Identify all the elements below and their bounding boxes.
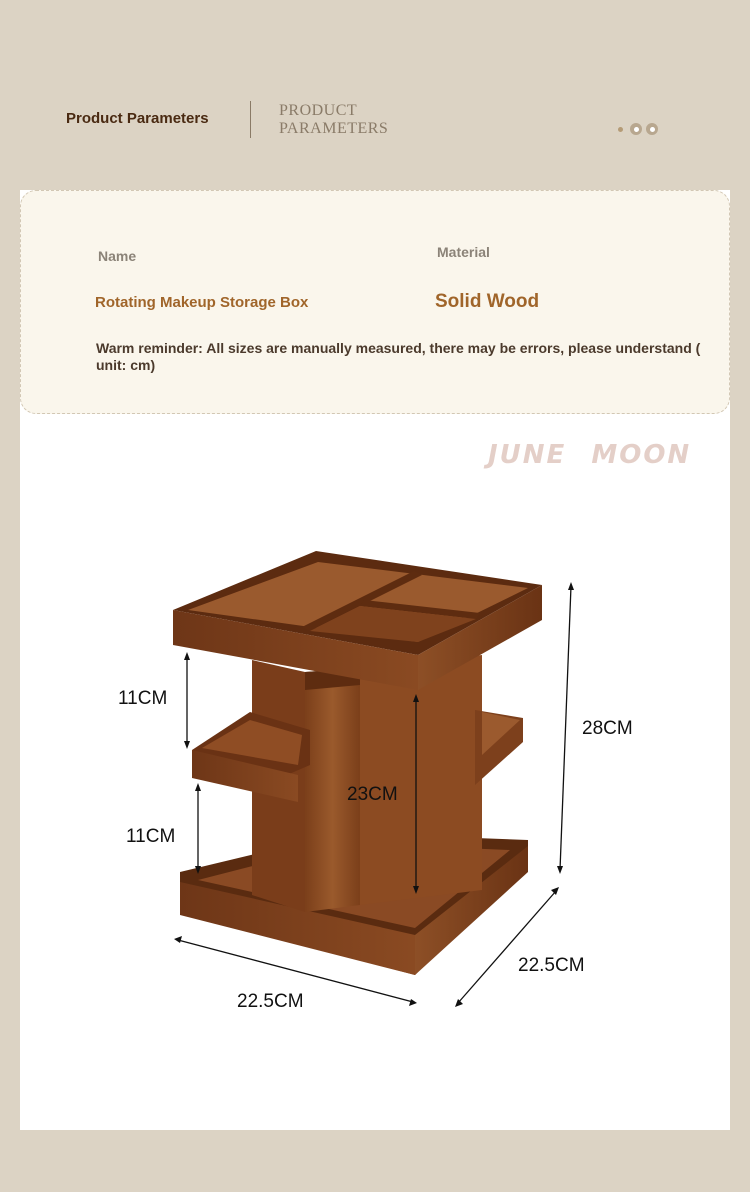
arrow-total-height bbox=[560, 586, 571, 870]
name-value: Rotating Makeup Storage Box bbox=[95, 294, 309, 311]
material-value: Solid Wood bbox=[435, 291, 540, 312]
top-tray bbox=[173, 551, 542, 690]
brand-watermark: JUNE MOON bbox=[488, 440, 692, 470]
material-label: Material bbox=[437, 244, 490, 260]
ring-dot-icon bbox=[630, 123, 642, 135]
decorative-dots bbox=[618, 123, 662, 135]
dimension-inner-height: 23CM bbox=[347, 784, 398, 805]
dimension-depth: 22.5CM bbox=[518, 955, 585, 976]
section-title-english: PRODUCT PARAMETERS bbox=[279, 102, 389, 137]
dimension-shelf-bottom: 11CM bbox=[126, 826, 176, 847]
middle-shelf-right bbox=[475, 710, 523, 785]
dimension-total-height: 28CM bbox=[582, 718, 633, 739]
middle-shelf-left bbox=[192, 712, 310, 802]
section-title: Product Parameters bbox=[66, 110, 209, 127]
bottom-band bbox=[0, 1130, 750, 1192]
dimension-width: 22.5CM bbox=[237, 991, 304, 1012]
dot-icon bbox=[618, 127, 623, 132]
dimension-shelf-top: 11CM bbox=[118, 688, 168, 709]
header bbox=[0, 0, 750, 190]
name-label: Name bbox=[98, 248, 137, 264]
measurement-reminder: Warm reminder: All sizes are manually measured, there may be errors, please understand ( unit: cm) bbox=[96, 340, 701, 373]
product-illustration bbox=[20, 190, 730, 1130]
ring-dot-icon bbox=[646, 123, 658, 135]
header-divider bbox=[250, 101, 251, 138]
content-panel bbox=[20, 190, 730, 1130]
